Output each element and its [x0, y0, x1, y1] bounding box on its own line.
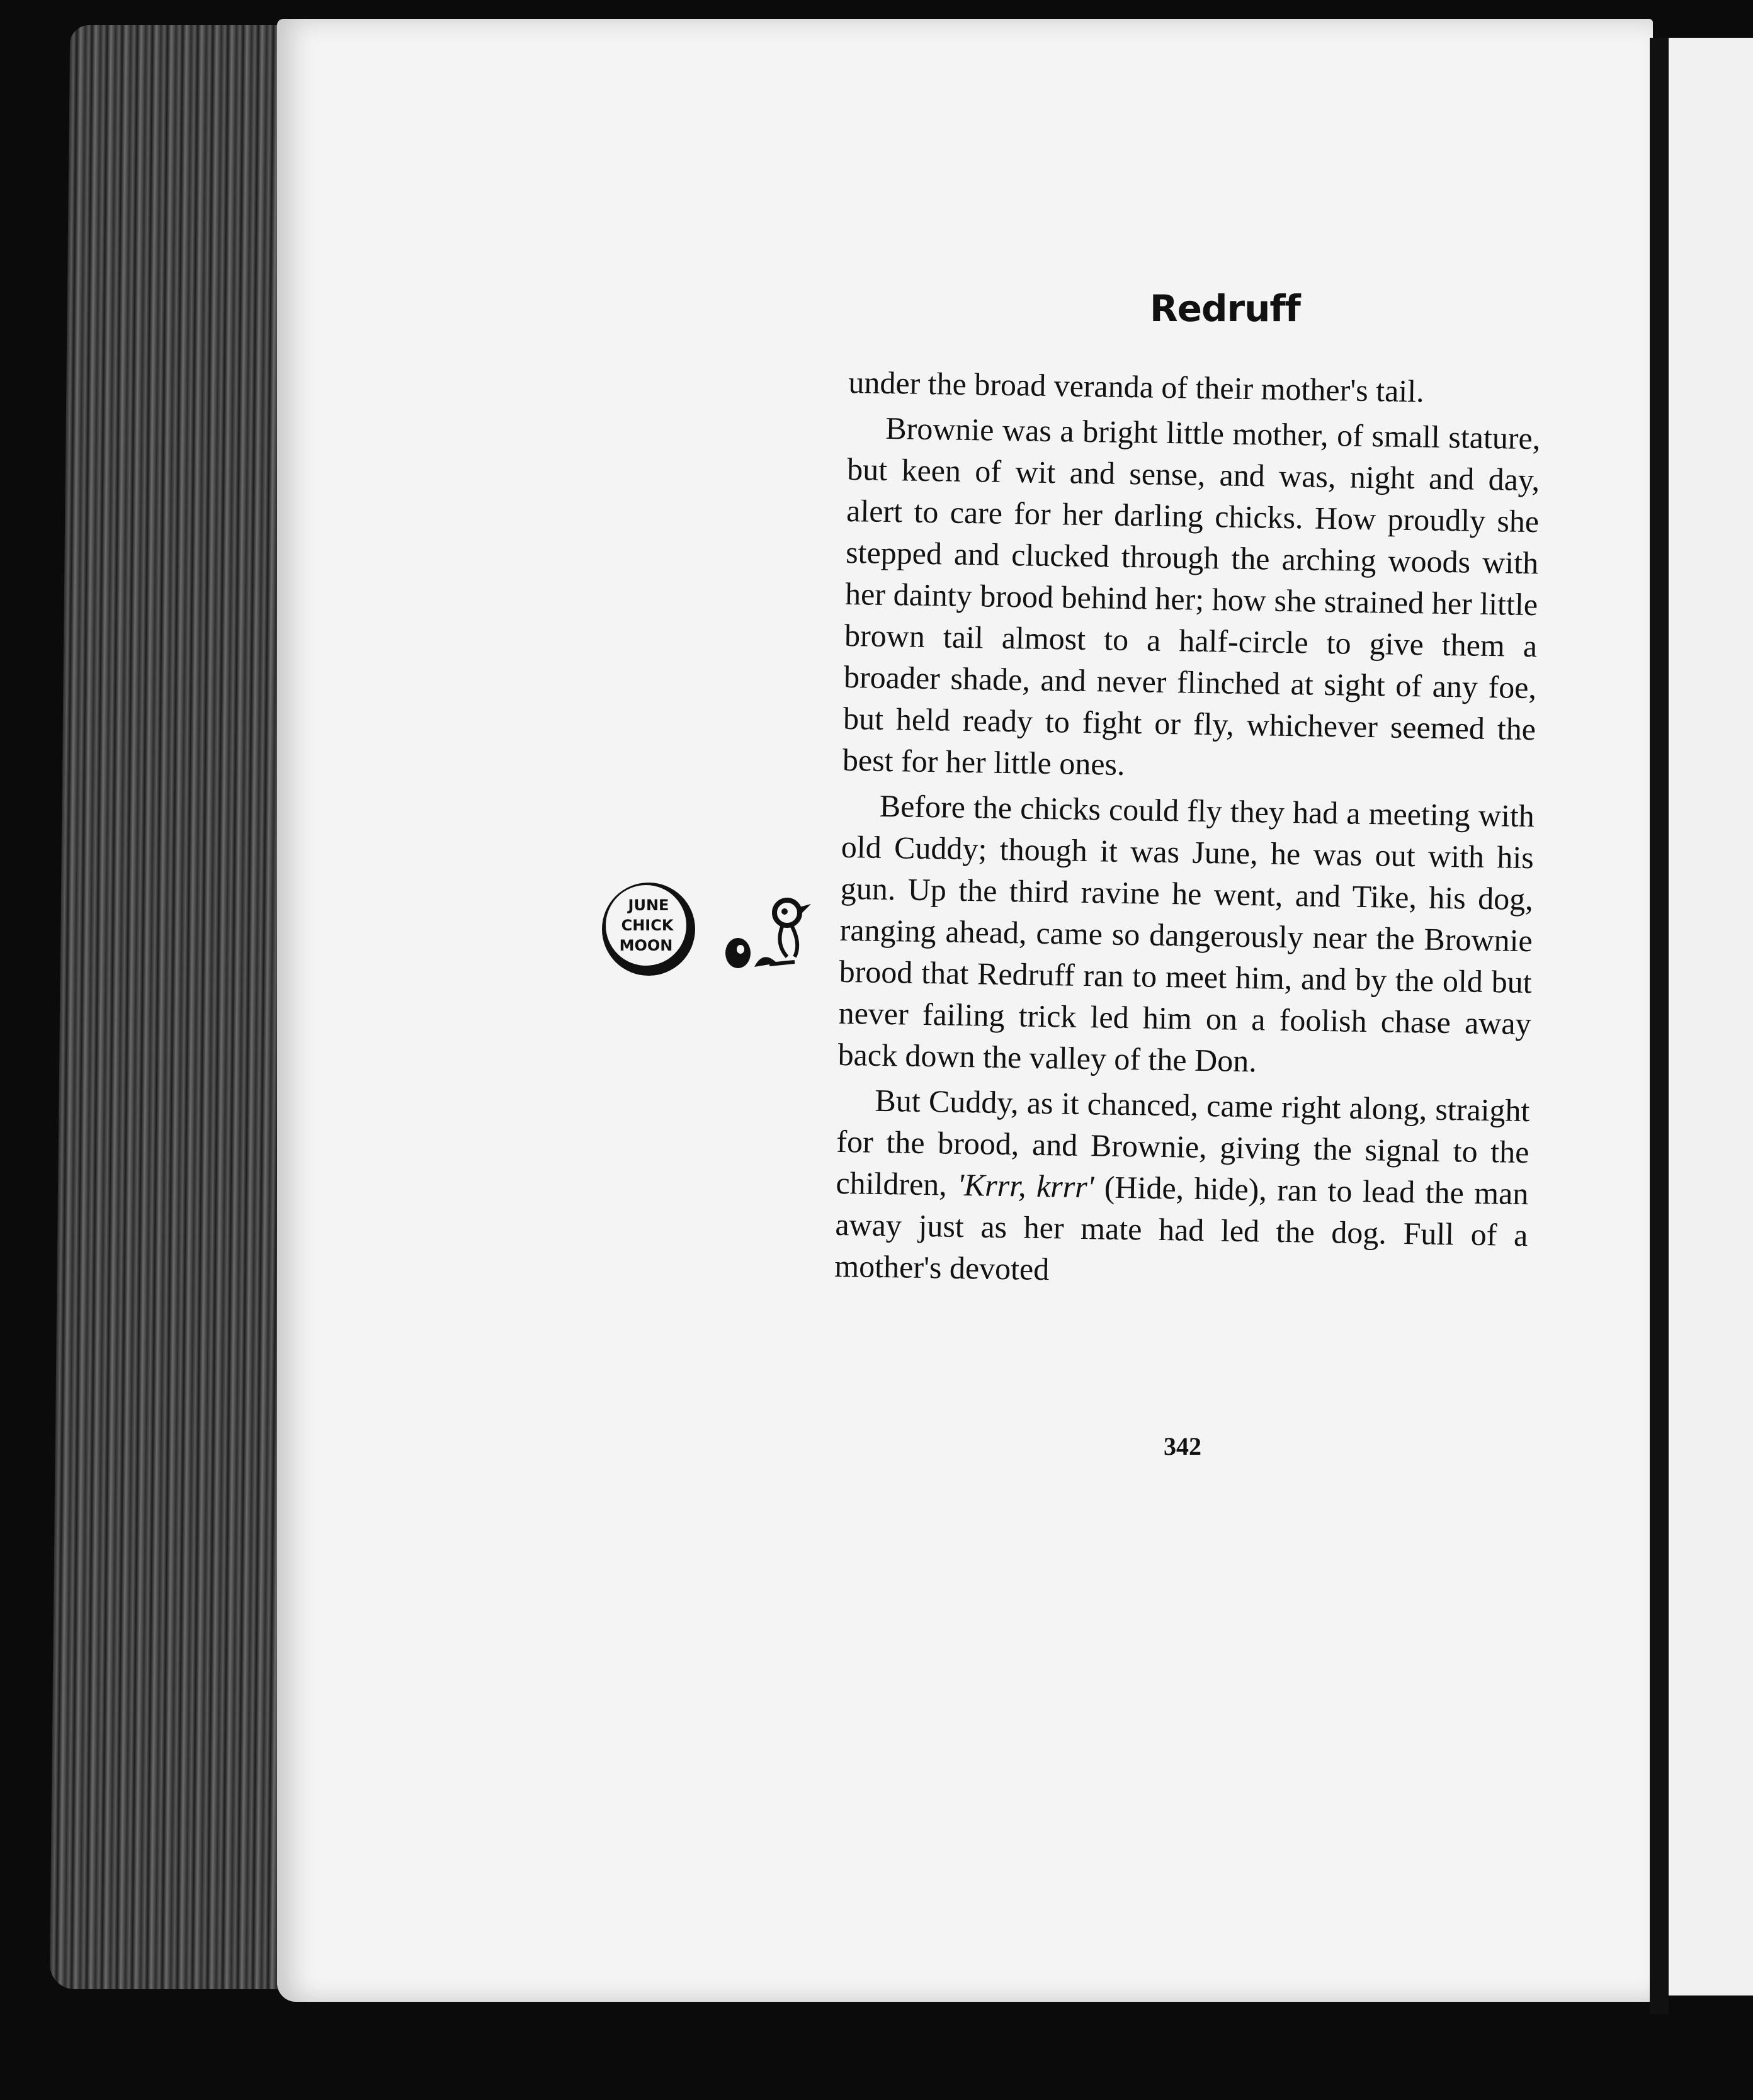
- body-text: [834, 361, 1541, 1297]
- paragraph-4: [834, 1079, 1530, 1297]
- stamp-line-1: JUNE: [628, 896, 669, 914]
- paragraph-4-end: (Hide, hide), ran to lead the man away just as her mate had led the dog. Full of a mother's devoted: [834, 1169, 1529, 1287]
- paragraph-3: Before the chicks could fly they had a meeting with old Cuddy; though it was June, he was out with his gun. Up the third ravine he went, and Tike, his dog, ranging ahead, came so dangerously near the Brownie brood that Redruff ran to meet him, and by the old but never failing trick led him on a foolish chase away back down the valley of the Don.: [837, 788, 1535, 1079]
- book-gutter: [1650, 38, 1669, 2014]
- page-number: 342: [1164, 1432, 1201, 1460]
- june-chick-moon-vignette: [598, 879, 825, 979]
- paragraph-2: Brownie was a bright little mother, of small stature, but keen of wit and sense, and was, night and day, alert to care for her darling chicks. How proudly she stepped and clucked through the arching woods with her dainty brood behind her; how she strained her little brown tail almost to a half-circle to give them a broader shade, and never flinched at sight of any foe, but held ready to fight or fly, whichever seemed the best for her little ones.: [842, 410, 1541, 782]
- chick-drawing: [725, 900, 811, 968]
- moon-stamp: [602, 883, 695, 976]
- paragraph-4-start: But Cuddy, as it chanced, came right along, straight for the brood, and Brownie, giving the signal to the children,: [836, 1082, 1530, 1202]
- hen-call: 'Krrr, krrr': [956, 1166, 1094, 1205]
- running-head: Redruff: [1150, 287, 1300, 330]
- right-page-edge: [1669, 38, 1753, 1996]
- paragraph-1: under the broad veranda of their mother's tail.: [848, 364, 1425, 409]
- stamp-line-2: CHICK: [621, 917, 674, 934]
- stamp-line-3: MOON: [619, 937, 673, 954]
